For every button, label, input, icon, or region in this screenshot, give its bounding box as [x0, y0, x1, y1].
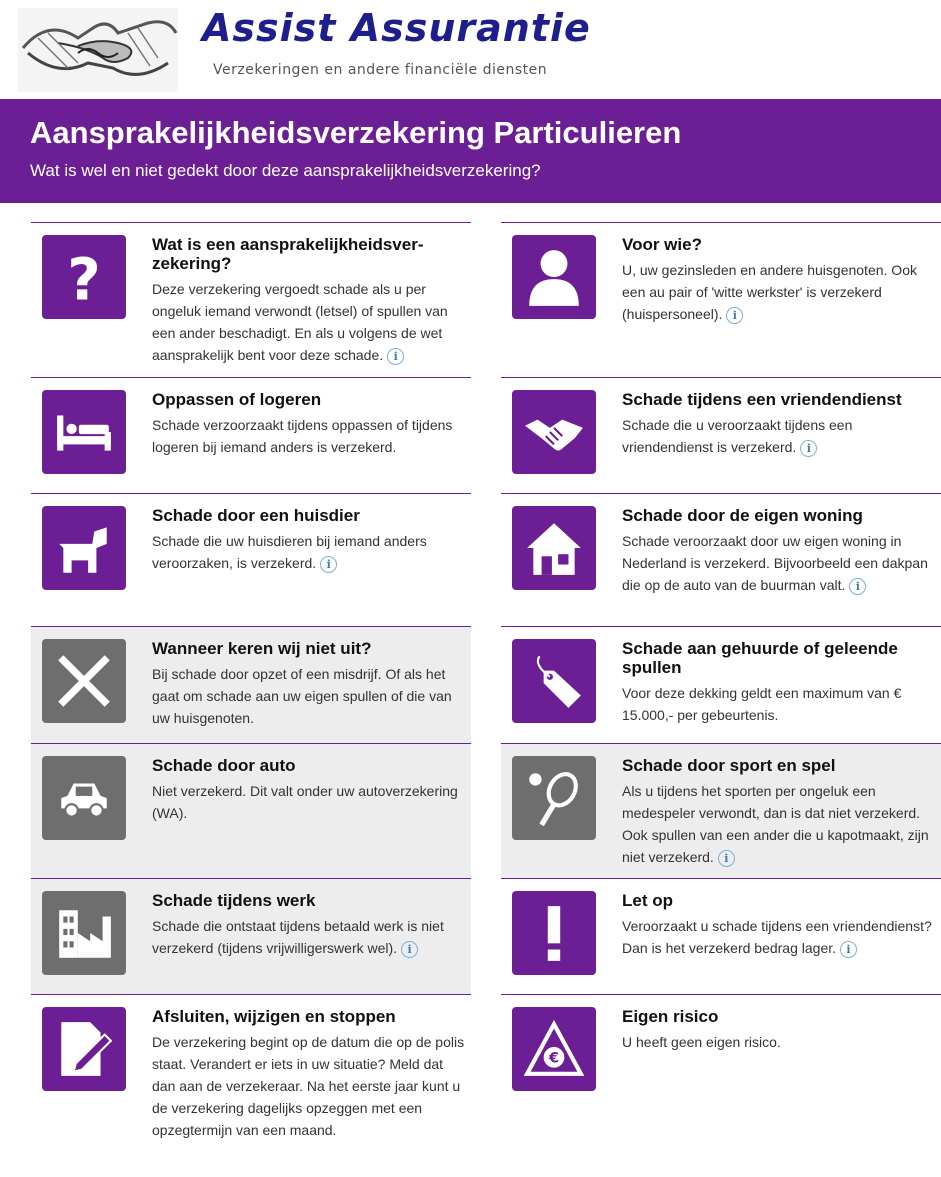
card-rented-items [501, 626, 941, 743]
card-title: Voor wie? [622, 235, 702, 254]
page-title: Aansprakelijkheidsverzekering Particulieren [30, 115, 682, 150]
card-title: Wanneer keren wij niet uit? [152, 639, 372, 658]
svg-text:?: ? [67, 246, 101, 308]
card-text: Schade die uw huisdieren bij iemand anders veroorzaken, is verzekerd. i [152, 533, 427, 571]
info-icon[interactable]: i [849, 578, 866, 595]
card-title: Schade tijdens werk [152, 891, 316, 910]
info-icon[interactable]: i [726, 307, 743, 324]
card-text: U heeft geen eigen risico. [622, 1034, 781, 1050]
card-text: Niet verzekerd. Dit valt onder uw autoverzekering (WA). [152, 783, 458, 821]
card-text: Veroorzaakt u schade tijdens een vriendendienst? Dan is het verzekerd bedrag lager. i [622, 918, 932, 956]
svg-text:€: € [548, 1050, 560, 1067]
site-header [0, 0, 941, 98]
info-icon[interactable]: i [401, 941, 418, 958]
house-tile [512, 506, 596, 590]
dog-tile [42, 506, 126, 590]
handshake-tile [512, 390, 596, 474]
info-icon[interactable]: i [800, 440, 817, 457]
card-text: Schade die ontstaat tijdens betaald werk is niet verzekerd (tijdens vrijwilligerswerk wel). i [152, 918, 444, 956]
handshake-icon [523, 401, 585, 463]
card-title: Wat is een aansprakelijkheidsver-zekering? [152, 235, 424, 273]
card-note [501, 878, 941, 994]
bed-icon [53, 401, 115, 463]
tennis-tile [512, 756, 596, 840]
card-title: Schade door een huisdier [152, 506, 360, 525]
card-title: Schade tijdens een vriendendienst [622, 390, 902, 409]
info-icon[interactable]: i [718, 850, 735, 867]
card-what-is-insurance [31, 222, 471, 377]
card-text: Als u tijdens het sporten per ongeluk een medespeler verwondt, dan is dat niet verzekerd. Ook spullen van een ander die u kapotmaakt, zijn niet verzekerd. i [622, 783, 929, 865]
exclamation-icon [523, 902, 585, 964]
card-title: Eigen risico [622, 1007, 719, 1026]
brand-tagline: Verzekeringen en andere financiële diensten [213, 62, 548, 78]
document-pen-icon [53, 1018, 115, 1080]
title-banner [0, 99, 941, 203]
card-not-covered [31, 626, 471, 743]
house-icon [523, 517, 585, 579]
dog-icon [53, 517, 115, 579]
card-text: Schade die u veroorzaakt tijdens een vriendendienst is verzekerd. i [622, 417, 853, 455]
factory-icon [53, 902, 115, 964]
bed-tile [42, 390, 126, 474]
card-title: Oppassen of logeren [152, 390, 322, 409]
cross-icon [53, 650, 115, 712]
euro-tile [512, 1007, 596, 1091]
page-subtitle: Wat is wel en niet gedekt door deze aansprakelijkheidsverzekering? [30, 161, 541, 180]
person-tile [512, 235, 596, 319]
card-title: Schade door de eigen woning [622, 506, 863, 525]
card-sport [501, 743, 941, 878]
card-title: Schade aan gehuurde of geleende spullen [622, 639, 898, 677]
card-text: U, uw gezinsleden en andere huisgenoten. Ook een au pair of 'witte werkster' is verzekerd (huispersoneel). i [622, 262, 917, 322]
card-title: Afsluiten, wijzigen en stoppen [152, 1007, 396, 1026]
brand-name: Assist Assurantie [202, 6, 591, 50]
card-pet [31, 493, 471, 626]
info-icon[interactable]: i [320, 556, 337, 573]
info-icon[interactable]: i [387, 348, 404, 365]
card-text: De verzekering begint op de datum die op de polis staat. Verandert er iets in uw situatie? Meld dat dan aan de verzekeraar. Na het eerste jaar kunt u de verzekering dagelijks opzeggen met een opzegtermijn van een maand. [152, 1034, 465, 1138]
card-title: Schade door auto [152, 756, 296, 775]
handshake-logo [18, 8, 178, 92]
document-tile [42, 1007, 126, 1091]
card-contract [31, 994, 471, 1154]
info-icon[interactable]: i [840, 941, 857, 958]
card-for-whom [501, 222, 941, 377]
card-text: Schade verzoorzaakt tijdens oppassen of tijdens logeren bij iemand anders is verzekerd. [152, 417, 453, 455]
factory-tile [42, 891, 126, 975]
card-title: Schade door sport en spel [622, 756, 836, 775]
card-deductible [501, 994, 941, 1154]
question-icon [53, 246, 115, 308]
card-work [31, 878, 471, 994]
card-text: Voor deze dekking geldt een maximum van € 15.000,- per gebeurtenis. [622, 685, 902, 723]
card-text: Schade veroorzaakt door uw eigen woning in Nederland is verzekerd. Bijvoorbeeld een dakpan die op de auto van de buurman valt. i [622, 533, 928, 593]
question-tile [42, 235, 126, 319]
person-icon [523, 246, 585, 308]
tennis-icon [523, 767, 585, 829]
card-text: Bij schade door opzet of een misdrijf. Of als het gaat om schade aan uw eigen spullen of die van uw huisgenoten. [152, 666, 452, 726]
card-text: Deze verzekering vergoedt schade als u per ongeluk iemand verwondt (letsel) of spullen van een ander beschadigt. En als u volgens de wet aansprakelijk bent voor deze schade. i [152, 281, 448, 363]
card-favour [501, 377, 941, 493]
card-babysitting [31, 377, 471, 493]
card-car [31, 743, 471, 878]
card-own-home [501, 493, 941, 626]
car-icon [53, 767, 115, 829]
cross-tile [42, 639, 126, 723]
price-tag-icon [523, 650, 585, 712]
euro-warning-icon [523, 1018, 585, 1080]
car-tile [42, 756, 126, 840]
exclamation-tile [512, 891, 596, 975]
tag-tile [512, 639, 596, 723]
card-title: Let op [622, 891, 673, 910]
